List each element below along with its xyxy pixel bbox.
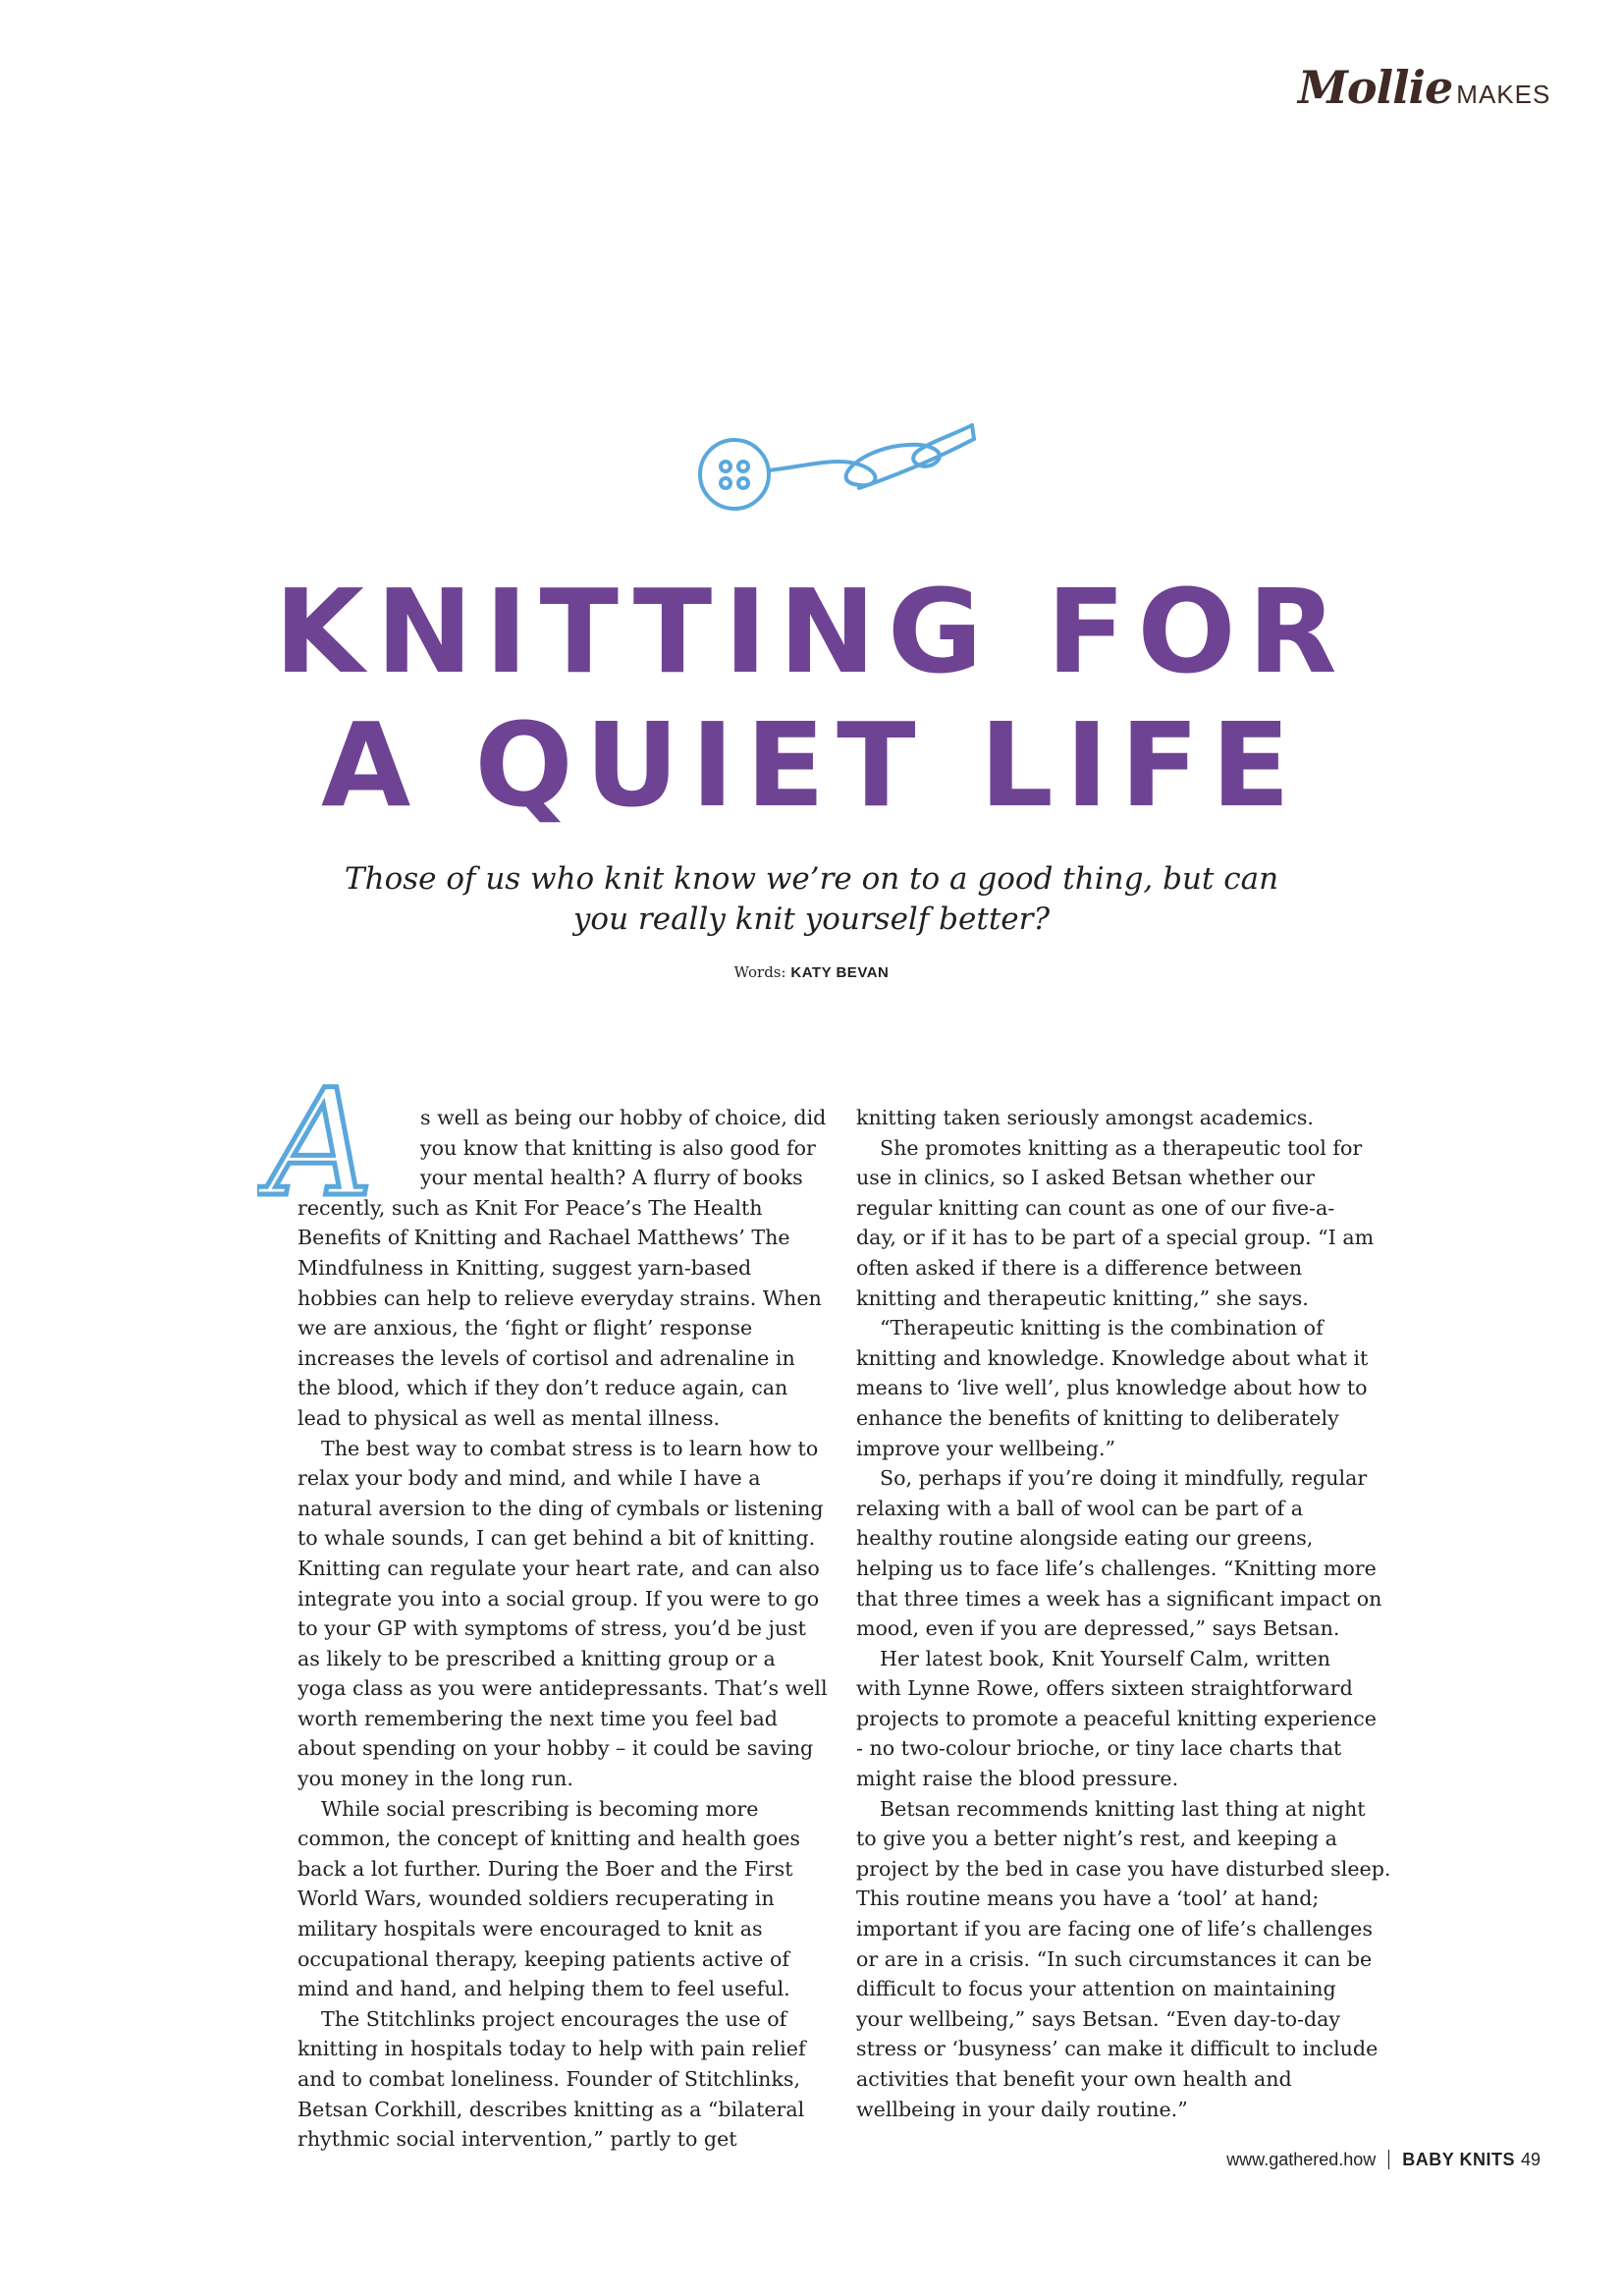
page-number: 49: [1520, 2150, 1541, 2169]
body-line: knitting and therapeutic knitting,” she says.: [856, 1285, 1309, 1310]
body-line: activities that benefit your own health and: [856, 2067, 1292, 2091]
body-line: to whale sounds, I can get behind a bit of knitting.: [298, 1526, 816, 1551]
body-line: use in clinics, so I asked Betsan whether our: [856, 1166, 1316, 1190]
headline-line: A QUIET LIFE: [321, 697, 1302, 833]
body-column-left: [298, 1103, 833, 2155]
footer-section: BABY KNITS: [1402, 2150, 1515, 2169]
body-line: common, the concept of knitting and health goes: [298, 1827, 800, 1851]
body-line: The Stitchlinks project encourages the use of: [321, 2006, 787, 2031]
body-line: occupational therapy, keeping patients active of: [298, 1946, 789, 1971]
body-line: helping us to face life’s challenges. “Knitting more: [856, 1556, 1377, 1580]
body-line: hobbies can help to relieve everyday strains. When: [298, 1285, 822, 1310]
body-line: you know that knitting is also good for: [420, 1135, 816, 1160]
body-line: increases the levels of cortisol and adrenaline in: [298, 1345, 795, 1370]
body-line: Knitting can regulate your heart rate, and can also: [298, 1556, 820, 1580]
body-line: back a lot further. During the Boer and the First: [298, 1856, 793, 1881]
standfirst-line: Those of us who knit know we’re on to a good thing, but can: [344, 861, 1279, 897]
body-line: This routine means you have a ‘tool’ at hand;: [856, 1886, 1320, 1911]
body-line: regular knitting can count as one of our five-a-: [856, 1195, 1335, 1220]
body-line: The best way to combat stress is to learn how to: [321, 1436, 819, 1460]
body-line: that three times a week has a significant impact on: [856, 1586, 1382, 1611]
body-line: difficult to focus your attention on maintaining: [856, 1977, 1336, 2001]
byline-author: KATY BEVAN: [790, 964, 890, 981]
body-column-right: [856, 1103, 1391, 2124]
brand-script: Mollie: [1298, 61, 1453, 114]
brand-caps: MAKES: [1456, 80, 1551, 109]
body-line: the blood, which if they don’t reduce again, can: [298, 1376, 788, 1400]
body-line: military hospitals were encouraged to knit as: [298, 1917, 763, 1941]
body-line: projects to promote a peaceful knitting experience: [856, 1706, 1377, 1730]
body-line: knitting taken seriously amongst academics.: [856, 1106, 1314, 1129]
body-line: She promotes knitting as a therapeutic tool for: [880, 1135, 1363, 1160]
body-line: “Therapeutic knitting is the combination of: [880, 1316, 1324, 1340]
article-headline: [196, 565, 1427, 832]
masthead-logo: [1298, 61, 1555, 116]
body-line: s well as being our hobby of choice, did: [420, 1106, 827, 1129]
button-thread-icon: [687, 417, 1001, 530]
body-line: natural aversion to the ding of cymbals or listening: [298, 1496, 824, 1520]
body-line: rhythmic social intervention,” partly to get: [298, 2127, 737, 2152]
body-line: Betsan Corkhill, describes knitting as a “bilateral: [298, 2097, 805, 2121]
body-line: knitting and knowledge. Knowledge about what it: [856, 1345, 1369, 1370]
body-line: relaxing with a ball of wool can be part of a: [856, 1496, 1304, 1520]
body-line: and to combat loneliness. Founder of Stitchlinks,: [298, 2067, 801, 2091]
standfirst-line: you really knit yourself better?: [572, 902, 1051, 937]
body-line: So, perhaps if you’re doing it mindfully, regular: [880, 1466, 1368, 1491]
body-line: to give you a better night’s rest, and keeping a: [856, 1827, 1337, 1851]
body-line: relax your body and mind, and while I have a: [298, 1466, 761, 1491]
headline-line: KNITTING FOR: [274, 564, 1349, 699]
body-line: we are anxious, the ‘fight or flight’ response: [298, 1316, 753, 1340]
body-line: yoga class as you were antidepressants. That’s well: [298, 1676, 828, 1701]
body-line: your mental health? A flurry of books: [420, 1166, 803, 1190]
drop-cap-letter: A: [267, 1078, 374, 1216]
body-line: worth remembering the next time you feel bad: [298, 1706, 778, 1730]
body-line: recently, such as Knit For Peace’s The Health: [298, 1195, 763, 1220]
body-line: While social prescribing is becoming more: [321, 1796, 759, 1821]
body-line: World Wars, wounded soldiers recuperating in: [298, 1886, 775, 1911]
body-line: improve your wellbeing.”: [856, 1436, 1116, 1460]
body-line: often asked if there is a difference between: [856, 1255, 1303, 1280]
body-line: - no two-colour brioche, or tiny lace charts that: [856, 1736, 1342, 1761]
body-line: Her latest book, Knit Yourself Calm, written: [880, 1646, 1330, 1670]
footer-divider: [1388, 2150, 1389, 2169]
standfirst: [295, 859, 1328, 940]
byline: [491, 962, 1132, 983]
body-line: healthy routine alongside eating our greens,: [856, 1526, 1314, 1551]
body-line: means to ‘live well’, plus knowledge about how to: [856, 1376, 1368, 1400]
body-line: Benefits of Knitting and Rachael Matthews’ The: [298, 1226, 790, 1250]
byline-label: Words:: [733, 963, 786, 981]
body-line: enhance the benefits of knitting to deliberately: [856, 1405, 1339, 1430]
body-line: or are in a crisis. “In such circumstances it can be: [856, 1946, 1373, 1971]
footer-url[interactable]: www.gathered.how: [1226, 2150, 1377, 2169]
body-line: about spending on your hobby – it could be saving: [298, 1736, 814, 1761]
body-line: might raise the blood pressure.: [856, 1767, 1179, 1791]
page-footer: [1226, 2148, 1541, 2171]
body-line: as likely to be prescribed a knitting group or a: [298, 1646, 776, 1670]
body-line: mood, even if you are depressed,” says Betsan.: [856, 1616, 1340, 1641]
body-line: important if you are facing one of life’s challenges: [856, 1917, 1373, 1941]
body-line: Betsan recommends knitting last thing at night: [880, 1796, 1366, 1821]
body-line: project by the bed in case you have disturbed sleep.: [856, 1856, 1391, 1881]
body-line: to your GP with symptoms of stress, you’d be just: [298, 1616, 806, 1641]
body-line: day, or if it has to be part of a special group. “I am: [856, 1226, 1375, 1250]
body-line: your wellbeing,” says Betsan. “Even day-to-day: [856, 2006, 1341, 2031]
body-line: mind and hand, and helping them to feel useful.: [298, 1977, 790, 2001]
body-line: stress or ‘busyness’ can make it difficult to include: [856, 2037, 1379, 2061]
body-line: integrate you into a social group. If you were to go: [298, 1586, 820, 1611]
body-line: you money in the long run.: [298, 1767, 573, 1791]
body-line: wellbeing in your daily routine.”: [856, 2097, 1188, 2121]
body-line: Mindfulness in Knitting, suggest yarn-based: [298, 1255, 752, 1280]
body-line: with Lynne Rowe, offers sixteen straightforward: [856, 1676, 1353, 1701]
body-line: lead to physical as well as mental illness.: [298, 1405, 721, 1430]
body-line: knitting in hospitals today to help with pain relief: [298, 2037, 806, 2061]
